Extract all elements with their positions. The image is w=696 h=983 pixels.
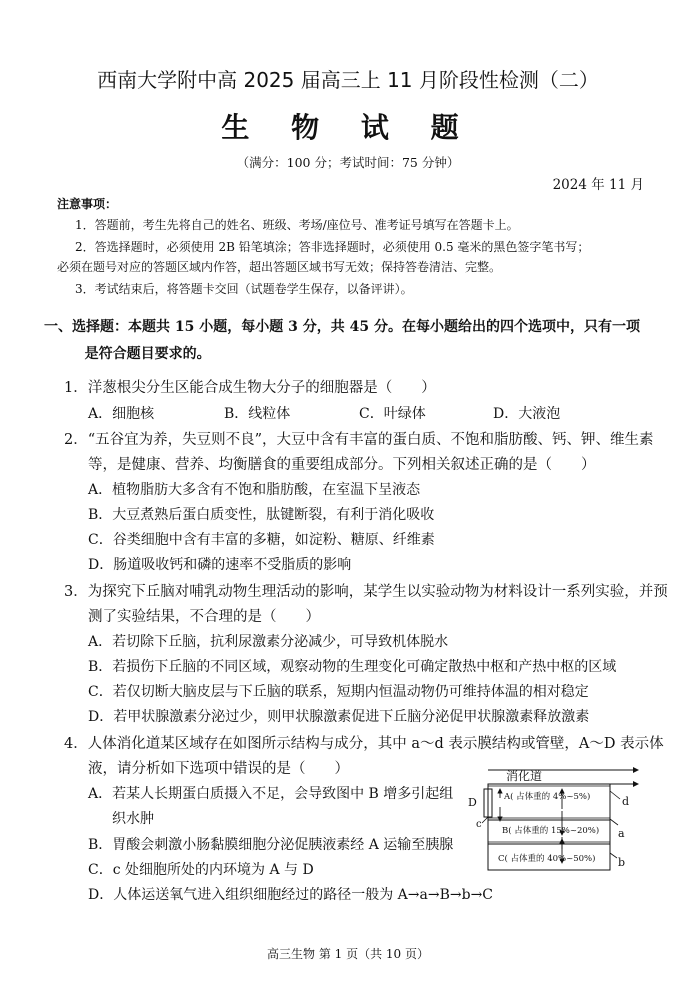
question-1-stem: 1．洋葱根尖分生区能合成生物大分子的细胞器是（ ） — [64, 380, 436, 396]
section-heading: 一、选择题：本题共 15 小题，每小题 3 分，共 45 分。在每小题给出的四个选项中，只有一项是符合题目要求的。 — [44, 319, 640, 362]
subject-title: 生 物 试 题 — [221, 111, 475, 144]
question-2-option-a: A．植物脂肪大多含有不饱和脂肪酸，在室温下呈液态 — [88, 482, 421, 498]
question-3-stem: 3．为探究下丘脑对哺乳动物生理活动的影响，某学生以实验动物为材料设计一系列实验，并预 — [64, 584, 668, 600]
question-2-stem: 2．“五谷宜为养，失豆则不良”，大豆中含有丰富的蛋白质、不饱和脂肪酸、钙、钾、维生素 — [64, 432, 654, 448]
question-1-option-d: D．大液泡 — [493, 406, 561, 422]
question-4-option-c: C．c 处细胞所处的内环境为 A 与 D — [88, 862, 314, 878]
label-A: A( 占体重的 4%~5%) — [504, 792, 591, 802]
exam-date: 2024 年 11 月 — [552, 177, 644, 193]
question-1-option-b: B．线粒体 — [224, 406, 291, 422]
question-4-option-a-cont: 织水肿 — [112, 811, 154, 827]
digestive-tract-diagram — [462, 763, 662, 875]
exam-title: 西南大学附中高 2025 届高三上 11 月阶段性检测（二） — [97, 68, 599, 92]
label-d: d — [622, 795, 630, 808]
question-1-option-a: A．细胞核 — [88, 406, 155, 422]
label-a: a — [618, 827, 625, 840]
note-3: 3．考试结束后，将答题卡交回（试题卷学生保存，以备评讲）。 — [75, 282, 413, 296]
question-4-stem-cont: 液，请分析如下选项中错误的是（ ） — [88, 761, 349, 777]
note-1: 1．答题前，考生先将自己的姓名、班级、考场/座位号、准考证号填写在答题卡上。 — [75, 218, 519, 232]
question-1-option-c: C．叶绿体 — [359, 406, 426, 422]
note-2: 2．答选择题时，必须使用 2B 铅笔填涂；答非选择题时，必须使用 0.5 毫米的黑色签字笔书写； — [75, 240, 590, 254]
label-b: b — [618, 856, 626, 869]
exam-meta: （满分：100 分；考试时间：75 分钟） — [236, 155, 460, 170]
question-4-option-b: B．胃酸会刺激小肠黏膜细胞分泌促胰液素经 A 运输至胰腺 — [88, 837, 454, 853]
question-2-option-c: C．谷类细胞中含有丰富的多糖，如淀粉、糖原、纤维素 — [88, 532, 435, 548]
question-2-option-b: B．大豆煮熟后蛋白质变性，肽键断裂，有利于消化吸收 — [88, 507, 435, 523]
label-D: D — [468, 796, 477, 809]
page-footer: 高三生物 第 1 页（共 10 页） — [267, 947, 429, 961]
question-4-stem: 4．人体消化道某区域存在如图所示结构与成分，其中 a～d 表示膜结构或管壁，A～D 表示体 — [64, 736, 664, 752]
question-2-stem-cont: 等，是健康、营养、均衡膳食的重要组成部分。下列相关叙述正确的是（ ） — [88, 457, 596, 473]
question-4-option-d: D．人体运送氧气进入组织细胞经过的路径一般为 A→a→B→b→C — [88, 887, 494, 903]
notes-heading: 注意事项： — [57, 197, 118, 211]
question-4-option-a: A．若某人长期蛋白质摄入不足，会导致图中 B 增多引起组 — [88, 786, 454, 802]
label-B: B( 占体重的 15%~20%) — [502, 826, 600, 836]
note-2-cont: 必须在题号对应的答题区域内作答，超出答题区域书写无效；保持答卷清洁、完整。 — [57, 260, 502, 274]
question-3-option-a: A．若切除下丘脑，抗利尿激素分泌减少，可导致机体脱水 — [88, 634, 449, 650]
question-3-option-d: D．若甲状腺激素分泌过少，则甲状腺激素促进下丘脑分泌促甲状腺激素释放激素 — [88, 709, 590, 725]
question-2-option-d: D．肠道吸收钙和磷的速率不受脂质的影响 — [88, 557, 352, 573]
label-tract: 消化道 — [506, 769, 543, 783]
question-3-stem-cont: 测了实验结果，不合理的是（ ） — [88, 609, 320, 625]
label-c: c — [476, 819, 482, 830]
label-C: C( 占体重的 40%~50%) — [498, 854, 596, 864]
question-3-option-c: C．若仅切断大脑皮层与下丘脑的联系，短期内恒温动物仍可维持体温的相对稳定 — [88, 684, 589, 700]
question-3-option-b: B．若损伤下丘脑的不同区域，观察动物的生理变化可确定散热中枢和产热中枢的区域 — [88, 659, 617, 675]
